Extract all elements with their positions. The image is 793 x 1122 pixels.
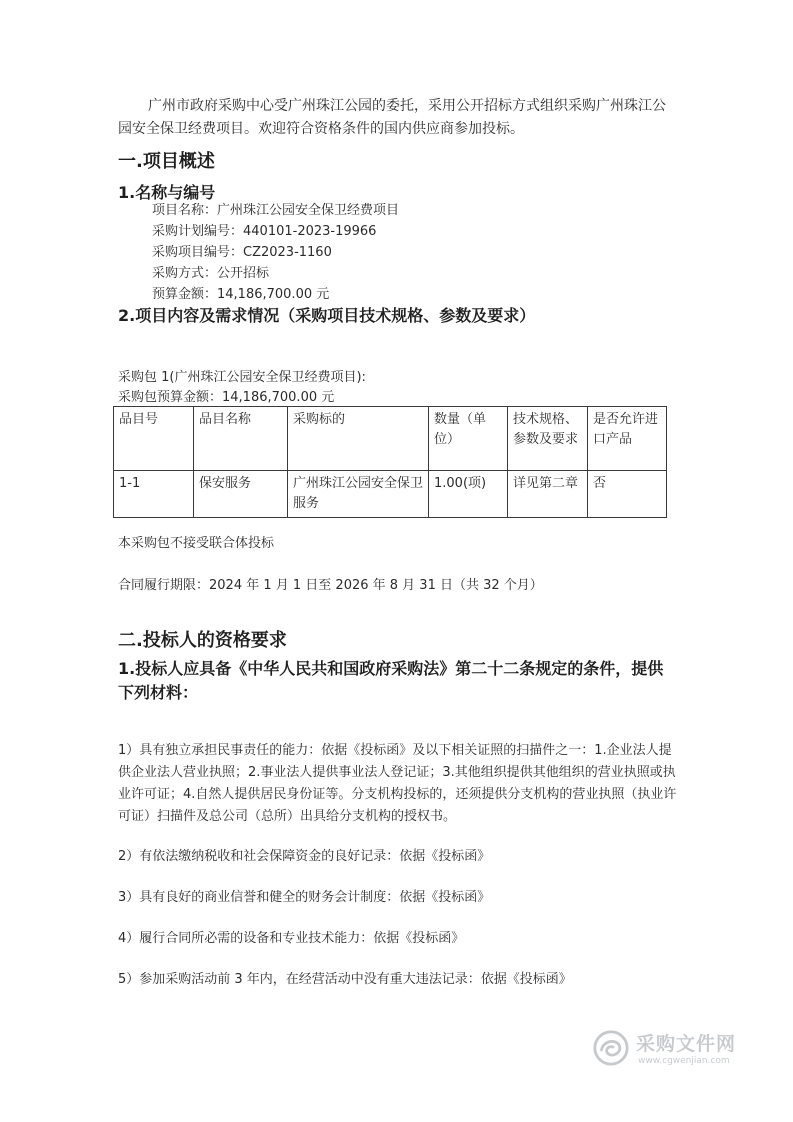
sub2-title: 2.项目内容及需求情况（采购项目技术规格、参数及要求） xyxy=(118,306,536,325)
package-label: 采购包 1(广州珠江公园安全保卫经费项目): xyxy=(118,370,366,385)
items-table xyxy=(113,406,667,518)
project-name: 项目名称：广州珠江公园安全保卫经费项目 xyxy=(152,203,400,218)
table-cell: 保安服务 xyxy=(194,471,288,518)
intro-paragraph: 广州市政府采购中心受广州珠江公园的委托，采用公开招标方式组织采购广州珠江公园安全保卫经费项目。欢迎符合资格条件的国内供应商参加投标。 xyxy=(118,98,666,137)
watermark xyxy=(592,1027,752,1073)
table-header-cell: 品目名称 xyxy=(194,407,288,471)
package-budget: 采购包预算金额：14,186,700.00 元 xyxy=(118,390,335,405)
table-header-cell: 采购标的 xyxy=(288,407,429,471)
table-header-cell: 品目号 xyxy=(114,407,194,471)
plan-number: 采购计划编号：440101-2023-19966 xyxy=(152,224,377,239)
project-number: 采购项目编号：CZ2023-1160 xyxy=(152,245,332,260)
table-cell: 详见第二章 xyxy=(508,471,588,518)
sub1-title: 1.名称与编号 xyxy=(118,183,216,202)
requirement-item: 5）参加采购活动前 3 年内，在经营活动中没有重大违法记录：依据《投标函》 xyxy=(118,972,572,987)
procurement-method: 采购方式：公开招标 xyxy=(152,266,270,281)
swirl-logo-icon xyxy=(592,1029,630,1067)
section2-title: 二.投标人的资格要求 xyxy=(118,630,287,651)
section1-title: 一.项目概述 xyxy=(118,151,215,172)
table-header-cell: 数量（单位） xyxy=(429,407,508,471)
requirement-item: 4）履行合同所必需的设备和专业技术能力：依据《投标函》 xyxy=(118,931,465,946)
budget-amount: 预算金额：14,186,700.00 元 xyxy=(152,287,330,302)
table-row xyxy=(114,471,667,518)
no-joint-bid-note: 本采购包不接受联合体投标 xyxy=(118,536,275,551)
qualification-subtitle: 1.投标人应具备《中华人民共和国政府采购法》第二十二条规定的条件，提供下列材料： xyxy=(118,659,664,702)
requirement-item: 2）有依法缴纳税收和社会保障资金的良好记录：依据《投标函》 xyxy=(118,849,491,864)
watermark-url: www.cgwenjian.com xyxy=(638,1056,730,1066)
contract-period: 合同履行期限：2024 年 1 月 1 日至 2026 年 8 月 31 日（共 32 个月） xyxy=(118,578,543,593)
table-cell: 广州珠江公园安全保卫服务 xyxy=(288,471,429,518)
table-cell: 1.00(项) xyxy=(429,471,508,518)
requirement-item: 1）具有独立承担民事责任的能力：依据《投标函》及以下相关证照的扫描件之一：1.企业法人提供企业法人营业执照；2.事业法人提供事业法人登记证；3.其他组织提供其他组织的营业执照或执业许可证；4.自然人提供居民身份证等。分支机构投标的，还须提供分支机构的营业执照（执业许可证）扫描件及总公司（总所）出具给分支机构的授权书。 xyxy=(118,743,677,824)
table-header-row xyxy=(114,407,667,471)
table-header-cell: 是否允许进口产品 xyxy=(588,407,667,471)
table-header-cell: 技术规格、参数及要求 xyxy=(508,407,588,471)
watermark-title: 采购文件网 xyxy=(636,1033,737,1055)
requirement-item: 3）具有良好的商业信誉和健全的财务会计制度：依据《投标函》 xyxy=(118,890,491,905)
table-cell: 1-1 xyxy=(114,471,194,518)
table-cell: 否 xyxy=(588,471,667,518)
